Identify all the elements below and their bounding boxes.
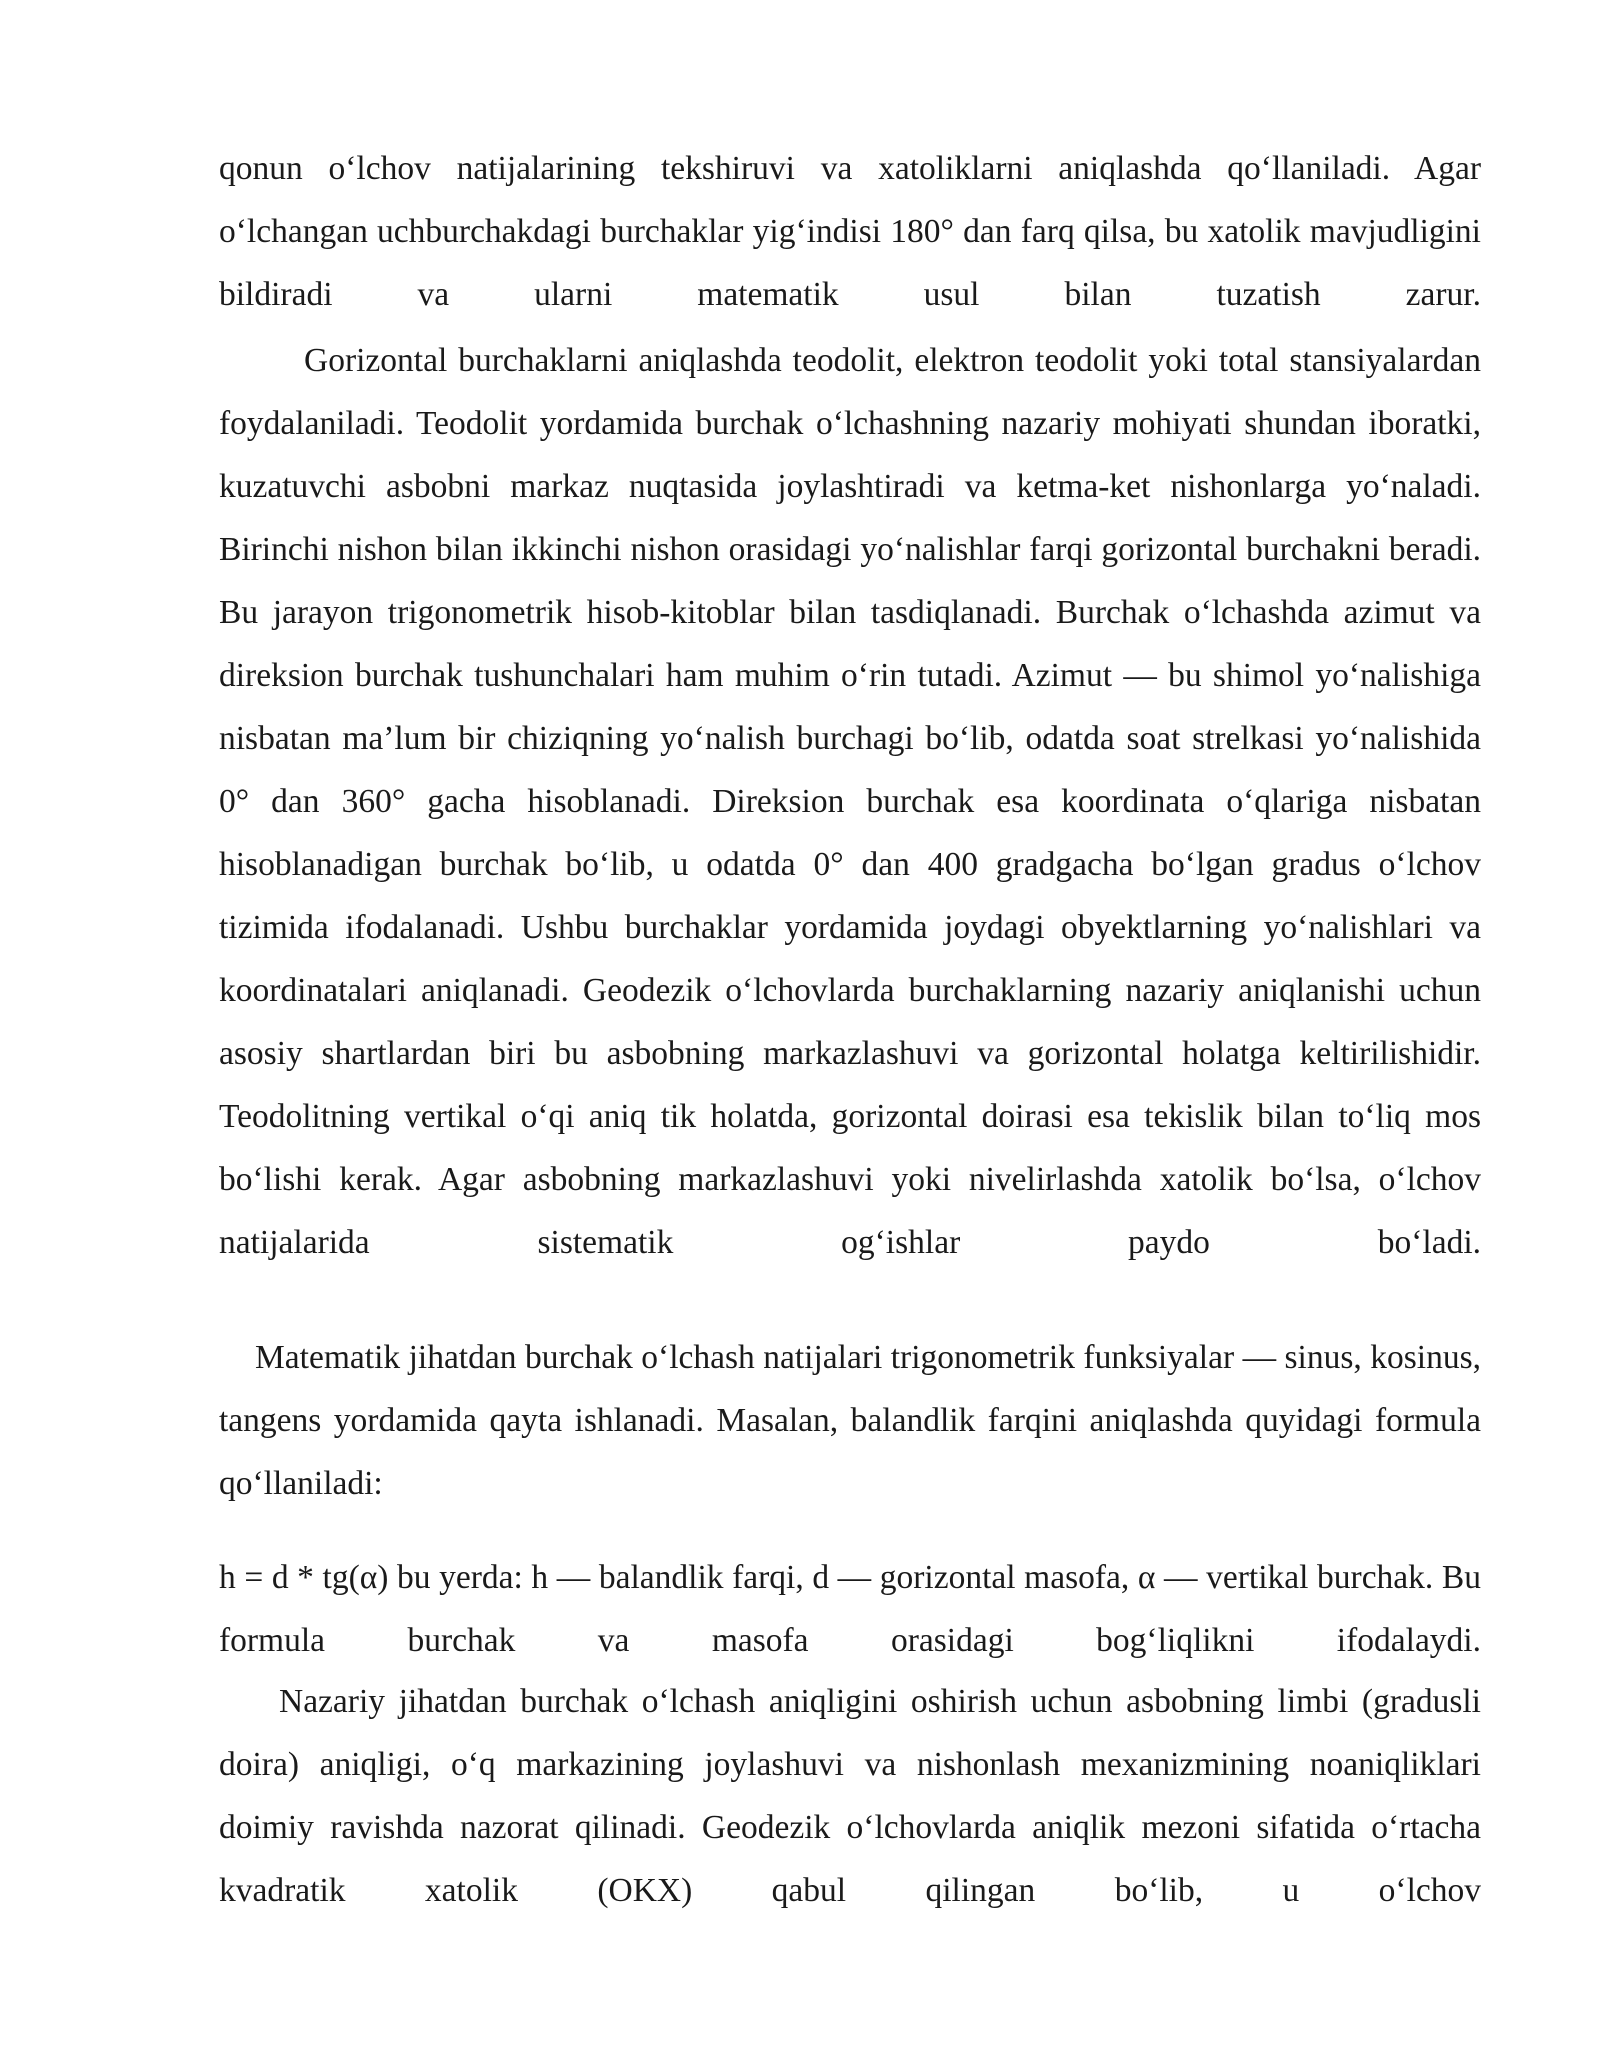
document-page — [219, 0, 1481, 2070]
paragraph-horizontal-angles: Gorizontal burchaklarni aniqlashda teodolit, elektron teodolit yoki total stansiyalardan foydalaniladi. Teodolit yordamida burchak o‘lchashning nazariy mohiyati shundan iboratki, kuzatuvchi asbobni markaz nuqtasida joylashtiradi va ketma-ket nishonlarga yo‘naladi. Birinchi nishon bilan ikkinchi nishon orasidagi yo‘nalishlar farqi gorizontal burchakni beradi. Bu jarayon trigonometrik hisob-kitoblar bilan tasdiqlanadi. Burchak o‘lchashda azimut va direksion burchak tushunchalari ham muhim o‘rin tutadi. Azimut — bu shimol yo‘nalishiga nisbatan ma’lum bir chiziqning yo‘nalish burchagi bo‘lib, odatda soat strelkasi yo‘nalishida 0° dan 360° gacha hisoblanadi. Direksion burchak esa koordinata o‘qlariga nisbatan hisoblanadigan burchak bo‘lib, u odatda 0° dan 400 gradgacha bo‘lgan gradus o‘lchov tizimida ifodalanadi. Ushbu burchaklar yordamida joydagi obyektlarning yo‘nalishlari va koordinatalari aniqlanadi. Geodezik o‘lchovlarda burchaklarning nazariy aniqlanishi uchun asosiy shartlardan biri bu asbobning markazlashuvi va gorizontal holatga keltirilishidir. Teodolitning vertikal o‘qi aniq tik holatda, gorizontal doirasi esa tekislik bilan to‘liq mos bo‘lishi kerak. Agar asbobning markazlashuvi yoki nivelirlashda xatolik bo‘lsa, o‘lchov natijalarida sistematik og‘ishlar paydo bo‘ladi. — [219, 342, 1481, 1261]
paragraph-accuracy-control: Nazariy jihatdan burchak o‘lchash aniqligini oshirish uchun asbobning limbi (gradusli doira) aniqligi, o‘q markazining joylashuvi va nishonlash mexanizmining noaniqliklari doimiy ravishda nazorat qilinadi. Geodezik o‘lchovlarda aniqlik mezoni sifatida o‘rtacha kvadratik xatolik (OKX) qabul qilingan bo‘lib, u o‘lchov — [219, 1683, 1481, 1909]
paragraph-trigonometric-processing: Matematik jihatdan burchak o‘lchash natijalari trigonometrik funksiyalar — sinus, kosinus, tangens yordamida qayta ishlanadi. Masalan, balandlik farqini aniqlashda quyidagi formula qo‘llaniladi: — [219, 1339, 1481, 1502]
paragraph-height-formula: h = d * tg(α) bu yerda: h — balandlik farqi, d — gorizontal masofa, α — vertikal burchak. Bu formula burchak va masofa orasidagi bog‘liqlikni ifodalaydi. — [219, 1559, 1481, 1659]
paragraph-error-checking: qonun o‘lchov natijalarining tekshiruvi va xatoliklarni aniqlashda qo‘llaniladi. Agar o‘lchangan uchburchakdagi burchaklar yig‘indisi 180° dan farq qilsa, bu xatolik mavjudligini bildiradi va ularni matematik usul bilan tuzatish zarur. — [219, 150, 1481, 313]
